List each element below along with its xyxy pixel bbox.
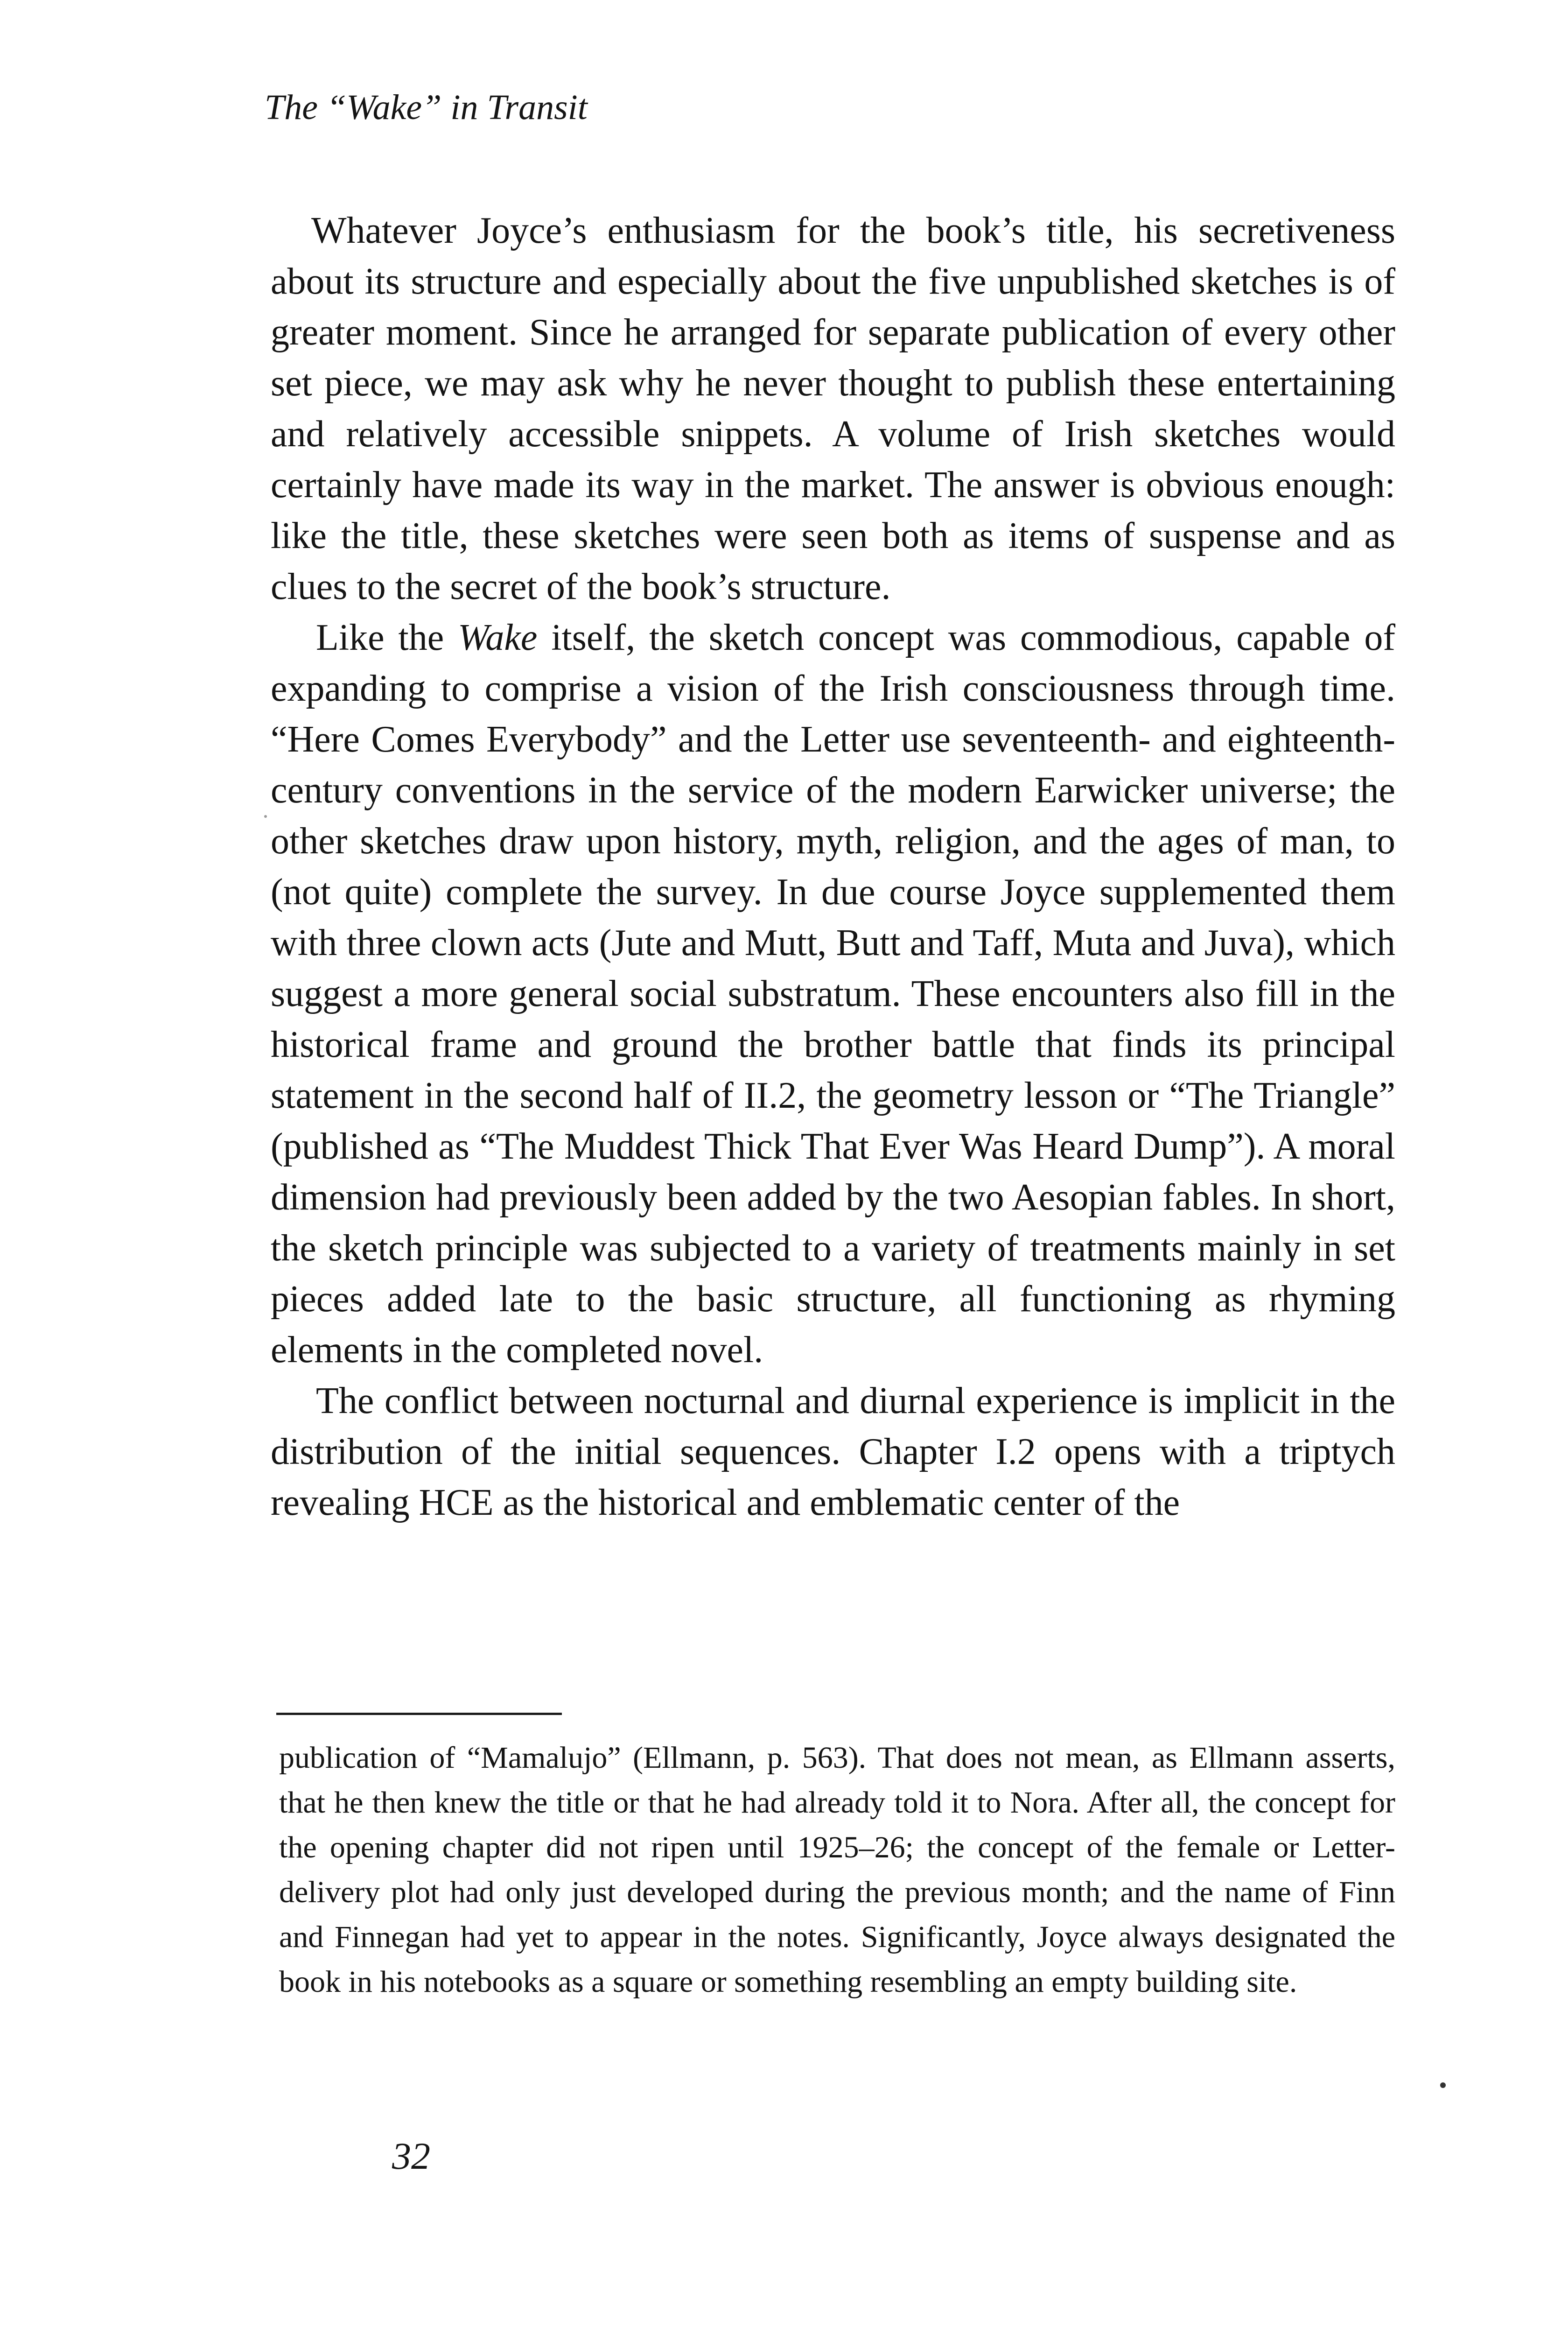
main-text <box>271 205 1395 1528</box>
paragraph-2-lead: Like the <box>316 617 458 658</box>
wake-italic: Wake <box>458 617 538 658</box>
paragraph-1: Whatever Joyce’s enthusiasm for the book’s title, his secretiveness about its structure and especially about the five unpublished sketches is of greater moment. Since he arranged for separate publication of every other set piece, we may ask why he never thought to publish these entertaining and relatively accessible snippets. A volume of Irish sketches would certainly have made its way in the market. The answer is obvious enough: like the title, these sketches were seen both as items of suspense and as clues to the secret of the book’s structure. <box>271 210 1395 607</box>
paragraph-2 <box>271 612 1395 1376</box>
running-head: The “Wake” in Transit <box>265 88 588 127</box>
scan-speck <box>1440 2082 1446 2088</box>
paragraph-2-rest: itself, the sketch concept was commodious, capable of expanding to comprise a vision of the Irish consciousness through time. “Here Comes Everybody” and the Letter use seventeenth- and eighteenth-century conventions in the service of the modern Earwicker universe; the other sketches draw upon history, myth, religion, and the ages of man, to (not quite) complete the survey. In due course Joyce supplemented them with three clown acts (Jute and Mutt, Butt and Taff, Muta and Juva), which suggest a more general social substratum. These encounters also fill in the historical frame and ground the brother battle that finds its principal statement in the second half of II.2, the geometry lesson or “The Triangle” (published as “The Muddest Thick That Ever Was Heard Dump”). A moral dimension had previously been added by the two Aesopian fables. In short, the sketch principle was subjected to a variety of treatments mainly in set pieces added late to the basic structure, all functioning as rhyming elements in the completed novel. <box>271 617 1396 1371</box>
footnote: publication of “Mamalujo” (Ellmann, p. 563). That does not mean, as Ellmann asserts, that he then knew the title or that he had already told it to Nora. After all, the concept for the opening chapter did not ripen until 1925–26; the concept of the female or Letter-delivery plot had only just developed during the previous month; and the name of Finn and Finnegan had yet to appear in the notes. Significantly, Joyce always designated the book in his notebooks as a square or something resembling an empty building site. <box>279 1741 1395 1999</box>
page-number: 32 <box>392 2135 430 2177</box>
paragraph-3: The conflict between nocturnal and diurnal experience is implicit in the distribution of the initial sequences. Chapter I.2 opens with a triptych revealing HCE as the historical and emblematic center of the <box>271 1380 1395 1523</box>
footnote-divider <box>276 1713 562 1715</box>
scan-speck <box>264 815 267 818</box>
